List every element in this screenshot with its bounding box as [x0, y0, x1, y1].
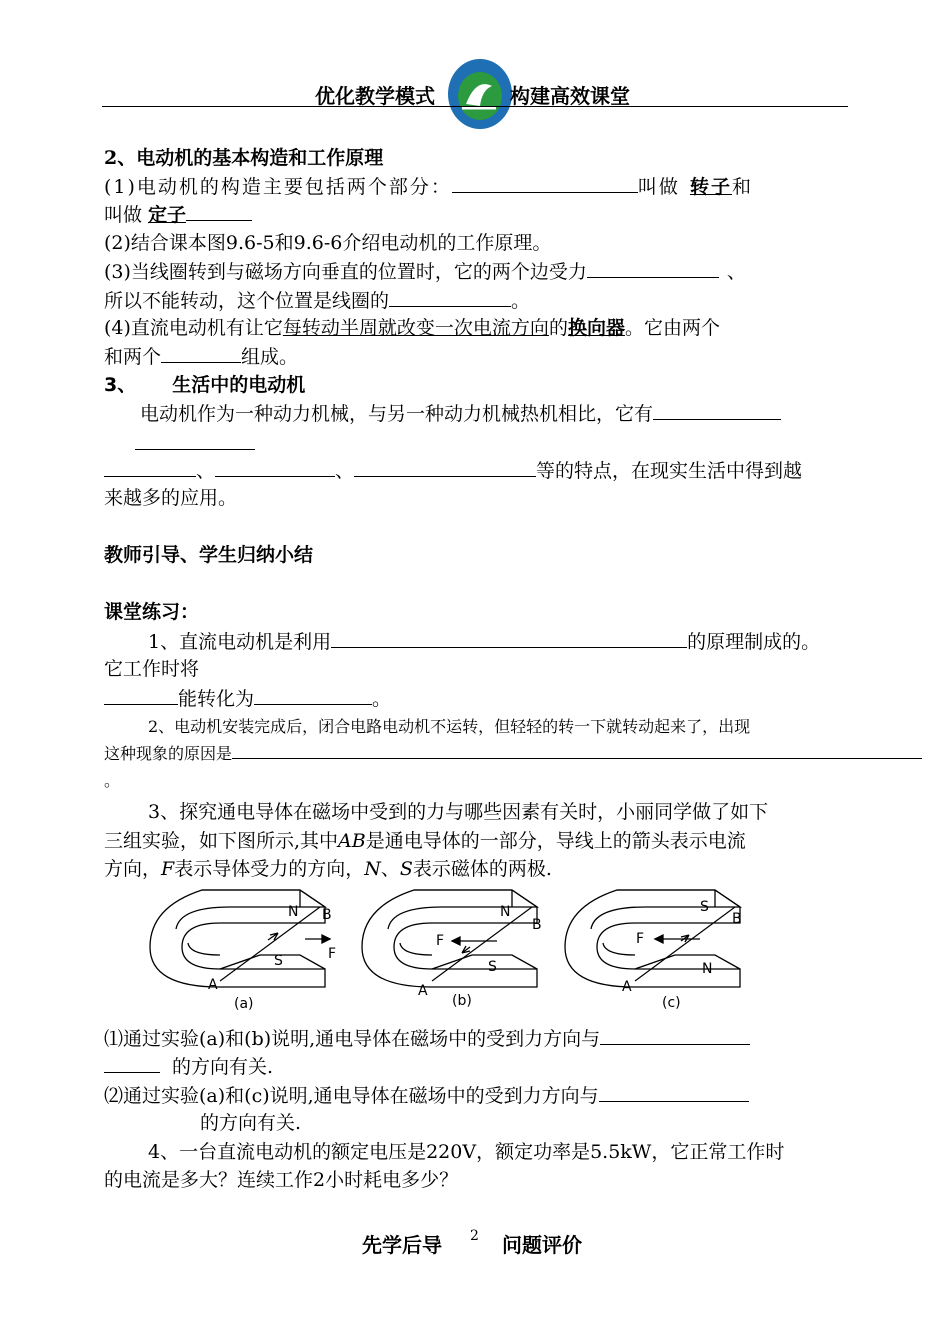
- pole-a-bottom: S: [274, 953, 283, 969]
- s2-p3b: 、: [726, 261, 746, 283]
- q3-line2: [104, 829, 746, 853]
- blank-6-cont[interactable]: [135, 449, 255, 450]
- s2-p4f: 和两个: [104, 346, 162, 368]
- sub2b: 的方向有关.: [200, 1112, 302, 1134]
- blank-sub1-cont[interactable]: [104, 1054, 160, 1073]
- s3-p2b: 、: [335, 460, 355, 482]
- q1a: 1、直流电动机是利用: [148, 631, 332, 653]
- pole-b-top: N: [500, 904, 511, 920]
- s3-p2c: 等的特点，在现实生活中得到越: [536, 460, 803, 482]
- pole-c-top: S: [700, 899, 709, 915]
- pole-c-bottom: N: [702, 961, 713, 977]
- q4a: 4、一台直流电动机的额定电压是220V，额定功率是5.5kW，它正常工作时: [148, 1141, 785, 1163]
- s2-p4e: 。它由两个: [624, 317, 720, 339]
- q3b2: AB: [338, 830, 366, 852]
- s2-p3d: 。: [511, 290, 531, 312]
- s2-p3c: 所以不能转动，这个位置是线圈的: [104, 290, 390, 312]
- page-number: 2: [470, 1228, 479, 1244]
- s3-line1: [140, 401, 781, 426]
- q2c: 。: [104, 771, 121, 790]
- blank-9[interactable]: [354, 458, 536, 477]
- q3b3: 是通电导体的一部分，导线上的箭头表示电流: [365, 830, 746, 852]
- end-a-a: A: [208, 977, 218, 993]
- sub1a: ⑴通过实验(a)和(b)说明,通电导体在磁场中的受到力方向与: [104, 1028, 601, 1050]
- s3-num: 3、: [104, 374, 137, 396]
- s2-line7: [104, 344, 298, 369]
- end-c-a: A: [622, 979, 632, 995]
- blank-5[interactable]: [161, 344, 241, 363]
- s2-p1b: 叫做: [637, 176, 680, 198]
- pole-a-top: N: [288, 904, 299, 920]
- q3c6: S: [399, 858, 413, 880]
- end-b-b: B: [532, 917, 542, 933]
- sub1b: 的方向有关.: [172, 1056, 274, 1078]
- blank-q1-2[interactable]: [104, 686, 178, 705]
- q3a: 3、探究通电导体在磁场中受到的力与哪些因素有关时，小丽同学做了如下: [148, 801, 769, 823]
- s2-line5: [104, 288, 530, 313]
- blank-4[interactable]: [389, 288, 511, 307]
- magnet-c: [565, 890, 740, 987]
- blank-q2[interactable]: [232, 742, 922, 759]
- force-b: F: [436, 933, 445, 949]
- blank-sub2[interactable]: [599, 1083, 749, 1102]
- answer-commutator: 换向器: [567, 317, 625, 339]
- sub1-line1: [104, 1026, 750, 1051]
- q3c2: F: [161, 858, 175, 880]
- q2-line2: [104, 742, 922, 765]
- blank-1[interactable]: [452, 174, 638, 193]
- q3b1: 三组实验，如下图所示,其中: [104, 830, 339, 852]
- q3c3: 表示导体受力的方向，: [174, 858, 365, 880]
- q3c5: 、: [380, 858, 400, 880]
- pole-b-bottom: S: [488, 959, 497, 975]
- answer-rotor: 转子: [689, 176, 732, 198]
- s2-p1e: 叫做: [104, 204, 143, 226]
- q1-line1: [148, 629, 820, 654]
- q4b: 的电流是多大？连续工作2小时耗电多少？: [104, 1169, 459, 1191]
- s3-p3: 来越多的应用。: [104, 487, 238, 509]
- section-2-title-text: 2、电动机的基本构造和工作原理: [104, 147, 384, 169]
- blank-q1-1[interactable]: [331, 629, 687, 648]
- end-a-b: B: [322, 907, 332, 923]
- q3c7: 表示磁体的两极.: [412, 858, 552, 880]
- end-c-b: B: [732, 911, 742, 927]
- blank-2[interactable]: [186, 202, 252, 221]
- force-a: F: [328, 946, 337, 962]
- header-left: 优化教学模式: [315, 84, 435, 108]
- blank-7[interactable]: [104, 458, 196, 477]
- caption-a: (a): [234, 996, 254, 1012]
- header-right: 构建高效课堂: [510, 84, 630, 108]
- school-logo: [446, 56, 514, 132]
- q1-line3: [104, 686, 391, 711]
- sub1-line2: [104, 1054, 273, 1079]
- q3c1: 方向，: [104, 858, 162, 880]
- q3c4: N: [364, 858, 381, 880]
- caption-c: (c): [662, 995, 681, 1011]
- q3-line3: [104, 857, 552, 881]
- s3-p2a: 、: [196, 460, 216, 482]
- q2b: 这种现象的原因是: [104, 744, 233, 763]
- s2-p4a: (4)直流电动机有让它: [104, 317, 283, 339]
- magnet-figure: [140, 885, 760, 1015]
- magnet-b: [362, 890, 537, 987]
- q1c: 它工作时将: [104, 658, 200, 680]
- sub2a: ⑵通过实验(a)和(c)说明,通电导体在磁场中的受到力方向与: [104, 1085, 599, 1107]
- s2-p3a: (3)当线圈转到与磁场方向垂直的位置时，它的两个边受力: [104, 261, 587, 283]
- q1b: 的原理制成的。: [687, 631, 821, 653]
- q1e: 。: [372, 688, 392, 710]
- blank-sub2-cont[interactable]: [104, 1111, 188, 1129]
- caption-b: (b): [452, 993, 472, 1009]
- s2-line4: [104, 259, 746, 284]
- sub2-line2: [104, 1111, 301, 1135]
- s3-p1: 电动机作为一种动力机械，与另一种动力机械热机相比，它有: [140, 403, 654, 425]
- s3-line2: [104, 458, 802, 483]
- magnet-a: [150, 890, 330, 987]
- footer-right: 问题评价: [502, 1233, 582, 1257]
- s2-p4c: 的: [548, 317, 568, 339]
- s3-title-text: 生活中的电动机: [172, 374, 306, 396]
- s2-p1a: (1)电动机的构造主要包括两个部分：: [104, 176, 452, 198]
- practice-heading: 课堂练习：: [104, 601, 200, 623]
- summary-heading: 教师引导、学生归纳小结: [104, 544, 314, 566]
- force-c: F: [636, 931, 645, 947]
- end-b-a: A: [418, 983, 428, 999]
- s2-p4b: 每转动半周就改变一次电流方向: [282, 317, 549, 339]
- blank-6[interactable]: [653, 401, 781, 420]
- sub2-line1: [104, 1083, 749, 1108]
- s2-line2: [104, 202, 252, 227]
- q1d: 能转化为: [178, 688, 255, 710]
- s2-p2: (2)结合课本图9.6-5和9.6-6介绍电动机的工作原理。: [104, 232, 552, 254]
- s2-p1d: 和: [731, 176, 753, 198]
- s2-line1: [104, 174, 753, 199]
- q2a: 2、电动机安装完成后，闭合电路电动机不运转，但轻轻的转一下就转动起来了，出现: [148, 717, 751, 736]
- section-2-title: [104, 146, 383, 170]
- footer-left: 先学后导: [362, 1233, 442, 1257]
- s2-line6: [104, 316, 720, 340]
- blank-3[interactable]: [587, 259, 719, 278]
- blank-8[interactable]: [215, 458, 335, 477]
- header-rule: [102, 106, 848, 107]
- answer-stator: 定子: [148, 204, 187, 226]
- s2-p4g: 组成。: [241, 346, 299, 368]
- blank-sub1[interactable]: [600, 1026, 750, 1045]
- blank-q1-3[interactable]: [254, 686, 372, 705]
- section-3-title: [104, 373, 305, 397]
